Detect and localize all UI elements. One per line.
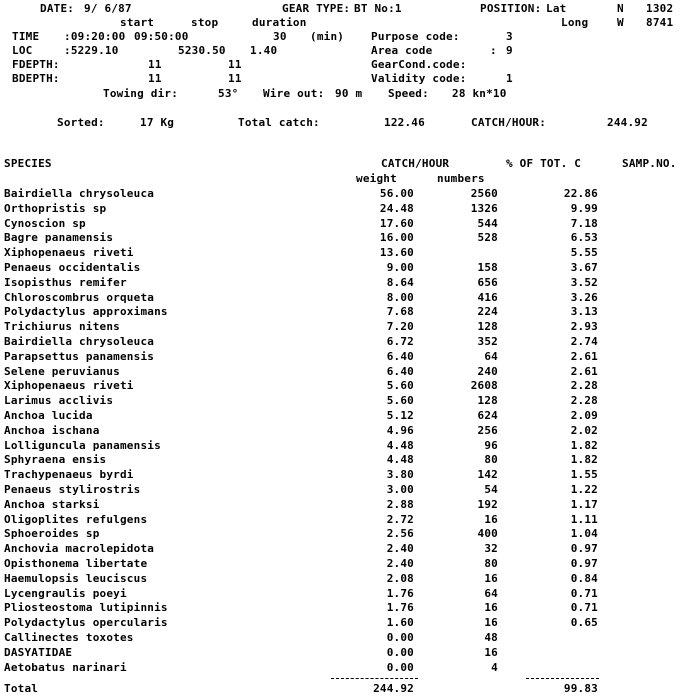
numbers-value: 256 [477, 424, 498, 437]
weight-value: 6.40 [386, 365, 414, 378]
weight-value: 3.80 [386, 468, 414, 481]
weight-value: 9.00 [386, 261, 414, 274]
total-pct: 99.83 [563, 682, 598, 695]
pct-value: 1.04 [570, 527, 598, 540]
numbers-value: 128 [477, 320, 498, 333]
numbers-value: 528 [477, 231, 498, 244]
weight-value: 2.56 [386, 527, 414, 540]
pct-value: 3.26 [570, 291, 598, 304]
numbers-value: 400 [477, 527, 498, 540]
numbers-value: 64 [484, 587, 498, 600]
long-label: Long [561, 16, 589, 29]
loc-distance: 1.40 [250, 44, 278, 57]
weight-value: 4.96 [386, 424, 414, 437]
pct-value: 5.55 [570, 246, 598, 259]
bdepth-label: BDEPTH: [12, 72, 60, 85]
weight-value: 6.40 [386, 350, 414, 363]
col-stop-header: stop [191, 16, 219, 29]
species-name: Chloroscombrus orqueta [4, 291, 155, 304]
pct-value: 2.93 [570, 320, 598, 333]
numbers-value: 624 [477, 409, 498, 422]
pct-value: 1.22 [570, 483, 598, 496]
species-name: Xiphopenaeus riveti [4, 379, 134, 392]
fdepth-label: FDEPTH: [12, 58, 60, 71]
long-value: 8741 [646, 16, 674, 29]
samp-header: SAMP.NO. [622, 157, 677, 170]
numbers-value: 2608 [470, 379, 498, 392]
total-weight: 244.92 [373, 682, 414, 695]
species-name: Cynoscion sp [4, 217, 86, 230]
species-name: Anchoa lucida [4, 409, 93, 422]
numbers-value: 352 [477, 335, 498, 348]
pct-header: % OF TOT. C [506, 157, 582, 170]
col-duration-header: duration [252, 16, 307, 29]
numbers-value: 64 [484, 350, 498, 363]
species-name: Aetobatus narinari [4, 661, 127, 674]
species-name: Bairdiella chrysoleuca [4, 335, 155, 348]
pct-value: 3.67 [570, 261, 598, 274]
species-name: Lycengraulis poeyi [4, 587, 127, 600]
numbers-value: 80 [484, 557, 498, 570]
weight-value: 1.76 [386, 601, 414, 614]
species-name: Polydactylus opercularis [4, 616, 168, 629]
pct-value: 2.61 [570, 350, 598, 363]
species-name: Anchovia macrolepidota [4, 542, 155, 555]
species-name: Sphyraena ensis [4, 453, 107, 466]
numbers-value: 32 [484, 542, 498, 555]
pct-value: 1.55 [570, 468, 598, 481]
species-name: Selene peruvianus [4, 365, 120, 378]
species-name: Bagre panamensis [4, 231, 114, 244]
time-label: TIME [12, 30, 40, 43]
speed-label: Speed: [388, 87, 429, 100]
area-separator: : [490, 44, 497, 57]
total-catch-value: 122.46 [384, 116, 425, 129]
species-name: Sphoeroides sp [4, 527, 100, 540]
weight-value: 0.00 [386, 631, 414, 644]
species-name: Bairdiella chrysoleuca [4, 187, 155, 200]
pct-value: 9.99 [570, 202, 598, 215]
numbers-value: 192 [477, 498, 498, 511]
sorted-label: Sorted: [57, 116, 105, 129]
weight-value: 1.76 [386, 587, 414, 600]
gearcond-label: GearCond.code: [371, 58, 467, 71]
weight-value: 2.72 [386, 513, 414, 526]
species-name: Isopisthus remifer [4, 276, 127, 289]
weight-value: 5.60 [386, 394, 414, 407]
pct-value: 0.65 [570, 616, 598, 629]
weight-value: 7.20 [386, 320, 414, 333]
pct-value: 2.28 [570, 394, 598, 407]
weight-value: 24.48 [379, 202, 414, 215]
numbers-value: 54 [484, 483, 498, 496]
weight-value: 2.88 [386, 498, 414, 511]
loc-label: LOC [12, 44, 33, 57]
time-stop: 09:50:00 [134, 30, 189, 43]
validity-value: 1 [506, 72, 513, 85]
numbers-header: numbers [437, 172, 485, 185]
species-name: Penaeus occidentalis [4, 261, 141, 274]
pct-value: 1.11 [570, 513, 598, 526]
gear-type-value: BT No:1 [354, 2, 402, 15]
numbers-value: 16 [484, 616, 498, 629]
species-name: Lolliguncula panamensis [4, 439, 161, 452]
weight-value: 0.00 [386, 646, 414, 659]
species-name: Anchoa ischana [4, 424, 100, 437]
numbers-value: 16 [484, 513, 498, 526]
numbers-value: 16 [484, 601, 498, 614]
pct-value: 2.09 [570, 409, 598, 422]
weight-value: 17.60 [379, 217, 414, 230]
numbers-value: 142 [477, 468, 498, 481]
weight-value: 8.00 [386, 291, 414, 304]
species-name: Xiphopenaeus riveti [4, 246, 134, 259]
time-start: :09:20:00 [64, 30, 126, 43]
total-weight-rule [331, 678, 418, 679]
position-label: POSITION: [480, 2, 542, 15]
long-hemisphere: W [617, 16, 624, 29]
pct-value: 1.82 [570, 439, 598, 452]
numbers-value: 1326 [470, 202, 498, 215]
numbers-value: 48 [484, 631, 498, 644]
lat-value: 1302 [646, 2, 674, 15]
weight-value: 5.60 [386, 379, 414, 392]
total-catch-label: Total catch: [238, 116, 320, 129]
pct-value: 22.86 [563, 187, 598, 200]
species-name: Opisthonema libertate [4, 557, 148, 570]
species-name: Haemulopsis leuciscus [4, 572, 148, 585]
species-name: Anchoa starksi [4, 498, 100, 511]
numbers-value: 224 [477, 305, 498, 318]
col-start-header: start [120, 16, 155, 29]
species-name: Pliosteostoma lutipinnis [4, 601, 168, 614]
lat-hemisphere: N [617, 2, 624, 15]
speed-value: 28 kn*10 [452, 87, 507, 100]
pct-value: 3.52 [570, 276, 598, 289]
numbers-value: 128 [477, 394, 498, 407]
weight-value: 56.00 [379, 187, 414, 200]
species-name: Parapsettus panamensis [4, 350, 155, 363]
catch-hour-header: CATCH/HOUR [381, 157, 450, 170]
species-name: DASYATIDAE [4, 646, 73, 659]
duration-value: 30 [273, 30, 287, 43]
fdepth-stop: 11 [228, 58, 242, 71]
towing-label: Towing dir: [103, 87, 179, 100]
catch-hour-value: 244.92 [607, 116, 648, 129]
total-label: Total [4, 682, 39, 695]
weight-header: weight [356, 172, 397, 185]
weight-value: 4.48 [386, 439, 414, 452]
species-name: Penaeus stylirostris [4, 483, 141, 496]
numbers-value: 96 [484, 439, 498, 452]
purpose-label: Purpose code: [371, 30, 460, 43]
numbers-value: 240 [477, 365, 498, 378]
pct-value: 2.61 [570, 365, 598, 378]
numbers-value: 656 [477, 276, 498, 289]
gear-type-label: GEAR TYPE: [282, 2, 351, 15]
wire-label: Wire out: [263, 87, 325, 100]
weight-value: 13.60 [379, 246, 414, 259]
weight-value: 7.68 [386, 305, 414, 318]
loc-stop: 5230.50 [178, 44, 226, 57]
pct-value: 0.71 [570, 587, 598, 600]
species-header: SPECIES [4, 157, 52, 170]
species-name: Polydactylus approximans [4, 305, 168, 318]
numbers-value: 158 [477, 261, 498, 274]
lat-label: Lat [546, 2, 567, 15]
pct-value: 1.82 [570, 453, 598, 466]
catch-hour-label: CATCH/HOUR: [471, 116, 547, 129]
species-name: Trichiurus nitens [4, 320, 120, 333]
sorted-value: 17 Kg [140, 116, 175, 129]
pct-value: 6.53 [570, 231, 598, 244]
numbers-value: 16 [484, 572, 498, 585]
numbers-value: 416 [477, 291, 498, 304]
pct-value: 2.74 [570, 335, 598, 348]
area-label: Area code [371, 44, 433, 57]
species-name: Larimus acclivis [4, 394, 114, 407]
bdepth-start: 11 [148, 72, 162, 85]
pct-value: 7.18 [570, 217, 598, 230]
bdepth-stop: 11 [228, 72, 242, 85]
fdepth-start: 11 [148, 58, 162, 71]
weight-value: 4.48 [386, 453, 414, 466]
species-name: Trachypenaeus byrdi [4, 468, 134, 481]
species-name: Oligoplites refulgens [4, 513, 148, 526]
weight-value: 8.64 [386, 276, 414, 289]
pct-value: 2.02 [570, 424, 598, 437]
purpose-value: 3 [506, 30, 513, 43]
weight-value: 5.12 [386, 409, 414, 422]
weight-value: 16.00 [379, 231, 414, 244]
numbers-value: 80 [484, 453, 498, 466]
loc-start: :5229.10 [64, 44, 119, 57]
wire-value: 90 m [335, 87, 363, 100]
pct-value: 0.71 [570, 601, 598, 614]
weight-value: 3.00 [386, 483, 414, 496]
total-pct-rule [526, 678, 599, 679]
weight-value: 0.00 [386, 661, 414, 674]
pct-value: 0.97 [570, 542, 598, 555]
date-label: DATE: [40, 2, 75, 15]
pct-value: 1.17 [570, 498, 598, 511]
species-name: Orthopristis sp [4, 202, 107, 215]
area-value: 9 [506, 44, 513, 57]
weight-value: 2.08 [386, 572, 414, 585]
weight-value: 1.60 [386, 616, 414, 629]
duration-unit: (min) [310, 30, 345, 43]
species-name: Callinectes toxotes [4, 631, 134, 644]
weight-value: 2.40 [386, 557, 414, 570]
validity-label: Validity code: [371, 72, 467, 85]
numbers-value: 4 [491, 661, 498, 674]
numbers-value: 544 [477, 217, 498, 230]
pct-value: 3.13 [570, 305, 598, 318]
towing-value: 53° [218, 87, 239, 100]
weight-value: 2.40 [386, 542, 414, 555]
pct-value: 2.28 [570, 379, 598, 392]
numbers-value: 2560 [470, 187, 498, 200]
pct-value: 0.84 [570, 572, 598, 585]
pct-value: 0.97 [570, 557, 598, 570]
date-value: 9/ 6/87 [84, 2, 132, 15]
weight-value: 6.72 [386, 335, 414, 348]
numbers-value: 16 [484, 646, 498, 659]
